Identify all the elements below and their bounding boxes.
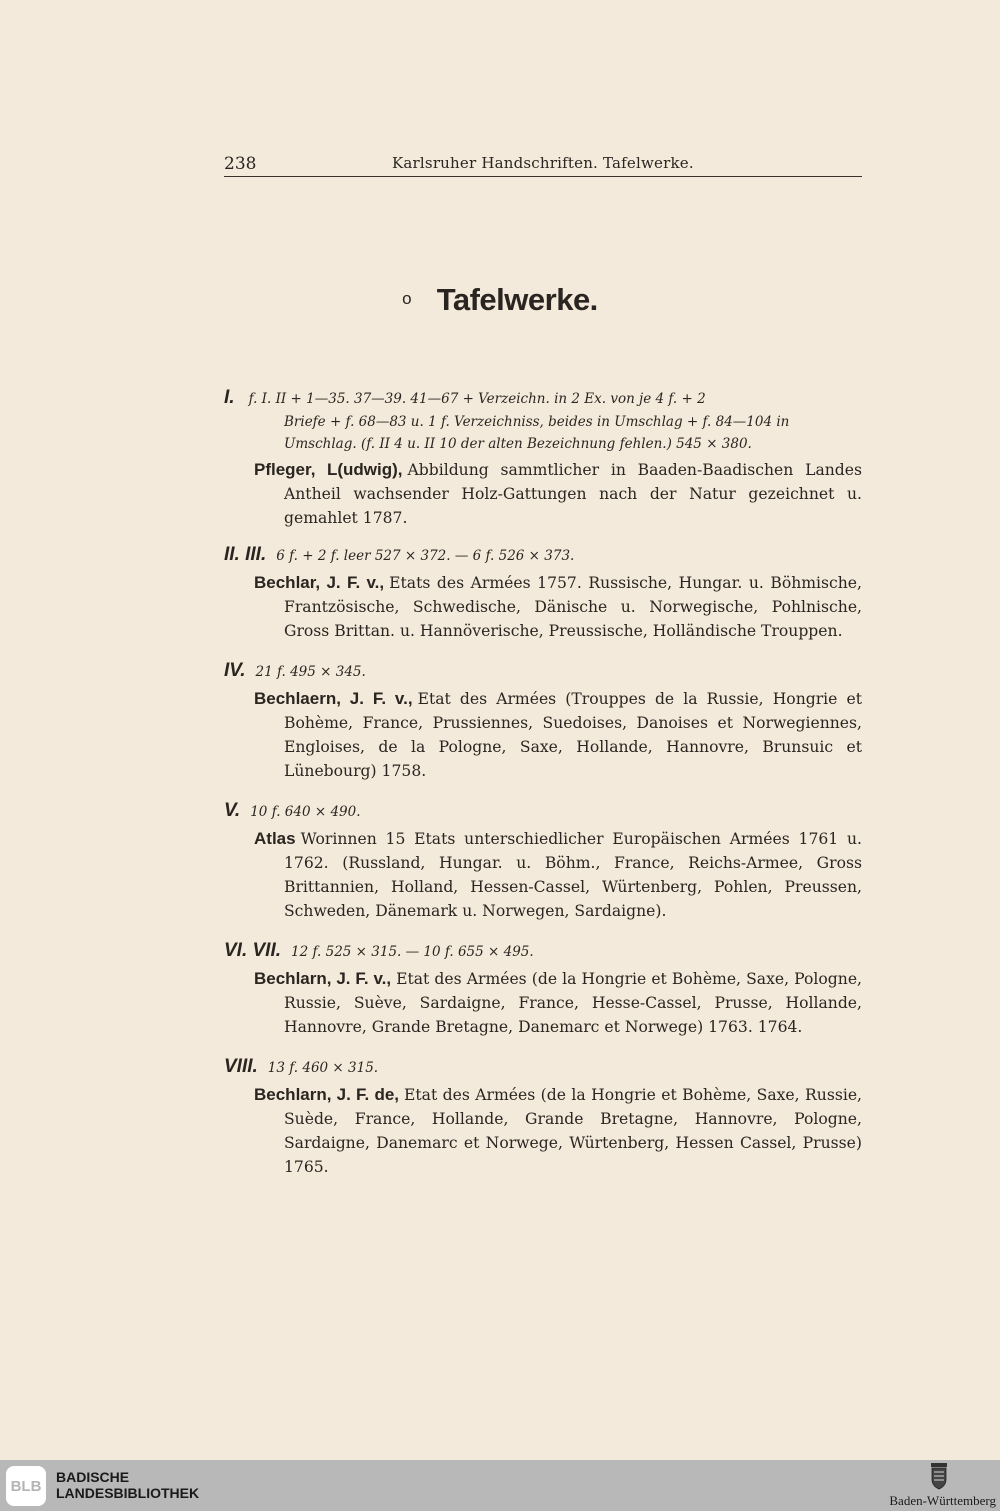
region-label: Baden-Württemberg: [889, 1493, 996, 1508]
running-head: [224, 152, 862, 177]
entry-title: Etat des Armées (Trouppes de la Russie, Hongrie et Bohème, France, Prussiennes, Suedoises, Danoises et Norwegiennes, Engloises, de la Pologne, Saxe, Hollande, Hannovre, Brunsuic et Lünebourg) 1758.: [284, 690, 862, 780]
catalog-entry: [224, 543, 862, 643]
entry-title: Abbildung sammtlicher in Baaden-Baadischen Landes Antheil wachsender Holz-Gattungen nach der Natur gezeichnet u. gemahlet 1787.: [284, 461, 862, 527]
entry-title: Etat des Armées (de la Hongrie et Bohème, Saxe, Pologne, Russie, Suève, Sardaigne, France, Hesse-Cassel, Prusse, Hollande, Hannovre, Grande Bretagne, Danemarc et Norwege) 1763. 1764.: [284, 970, 863, 1036]
running-title: Karlsruher Handschriften. Tafelwerke.: [392, 154, 694, 172]
blb-logo[interactable]: BLB: [6, 1466, 46, 1506]
entry-shelfmark: V.: [224, 800, 241, 821]
library-name-line: LANDESBIBLIOTHEK: [56, 1485, 200, 1501]
entry-shelfmark: IV.: [224, 660, 246, 681]
coat-of-arms-icon: [929, 1462, 949, 1490]
entry-description-line: II. III. 6 f. + 2 f. leer 527 × 372. — 6 f. 526 × 373.: [224, 544, 575, 565]
section-mark: o: [402, 289, 412, 308]
entry-description-line: VI. VII. 12 f. 525 × 315. — 10 f. 655 × 495.: [224, 940, 534, 961]
entry-description-line: Briefe + f. 68—83 u. 1 f. Verzeichniss, beides in Umschlag + f. 84—104 in: [284, 414, 790, 430]
entry-shelfmark: II. III.: [224, 544, 267, 565]
library-name[interactable]: [56, 1469, 199, 1501]
entry-title: Etats des Armées 1757. Russische, Hungar. u. Böhmische, Frantzösische, Schwedische, Dänische u. Norwegische, Pohlnische, Gross Brittan. u. Hannöverische, Preussische, Holländische Trouppen.: [284, 574, 862, 640]
entry-description-line: I. f. I. II + 1—35. 37—39. 41—67 + Verzeichn. in 2 Ex. von je 4 f. + 2: [224, 387, 706, 408]
entry-title: Worinnen 15 Etats unterschiedlicher Europäischen Armées 1761 u. 1762. (Russland, Hungar. u. Böhm., France, Reichs-Armee, Gross Brittannien, Holland, Hessen-Cassel, Würtenberg, Pohlen, Preussen, Schweden, Dänemark u. Norwegen, Sardaigne).: [284, 830, 862, 920]
entry-author: Bechlarn, J. F. de,: [254, 1085, 400, 1104]
entry-title: Etat des Armées (de la Hongrie et Bohème, Saxe, Russie, Suède, France, Hollande, Grande Bretagne, Hannovre, Pologne, Sardaigne, Danemarc et Norwege, Würtenberg, Hessen Cassel, Prusse) 1765.: [284, 1086, 862, 1176]
entry-body: [224, 458, 862, 530]
entry-body: [224, 687, 862, 783]
entry-description-line: V. 10 f. 640 × 490.: [224, 800, 361, 821]
entry-body: [224, 967, 862, 1039]
entry-description-line: Umschlag. (f. II 4 u. II 10 der alten Bezeichnung fehlen.) 545 × 380.: [284, 436, 752, 452]
section-heading: [0, 282, 1000, 318]
entry-description-line: IV. 21 f. 495 × 345.: [224, 660, 366, 681]
entry-body: [224, 827, 862, 923]
library-footer: [0, 1460, 1000, 1511]
entry-author: Atlas: [254, 829, 296, 848]
catalog-entry: [224, 799, 862, 923]
entry-author: Pfleger, L(udwig),: [254, 460, 403, 479]
catalog-entry: [224, 1055, 862, 1179]
entry-author: Bechlaern, J. F. v.,: [254, 689, 413, 708]
section-title: Tafelwerke.: [436, 282, 598, 317]
entry-body: [224, 1083, 862, 1179]
catalog-entry: [224, 939, 862, 1039]
library-name-line: BADISCHE: [56, 1469, 130, 1485]
entry-shelfmark: I.: [224, 387, 235, 408]
entry-description-line: VIII. 13 f. 460 × 315.: [224, 1056, 379, 1077]
entry-author: Bechlarn, J. F. v.,: [254, 969, 392, 988]
entry-author: Bechlar, J. F. v.,: [254, 573, 385, 592]
page-number: 238: [224, 154, 257, 174]
entry-shelfmark: VI. VII.: [224, 940, 282, 961]
entry-body: [224, 571, 862, 643]
catalog-entry: [224, 659, 862, 783]
catalog-entry: [224, 386, 862, 530]
entry-shelfmark: VIII.: [224, 1056, 258, 1077]
